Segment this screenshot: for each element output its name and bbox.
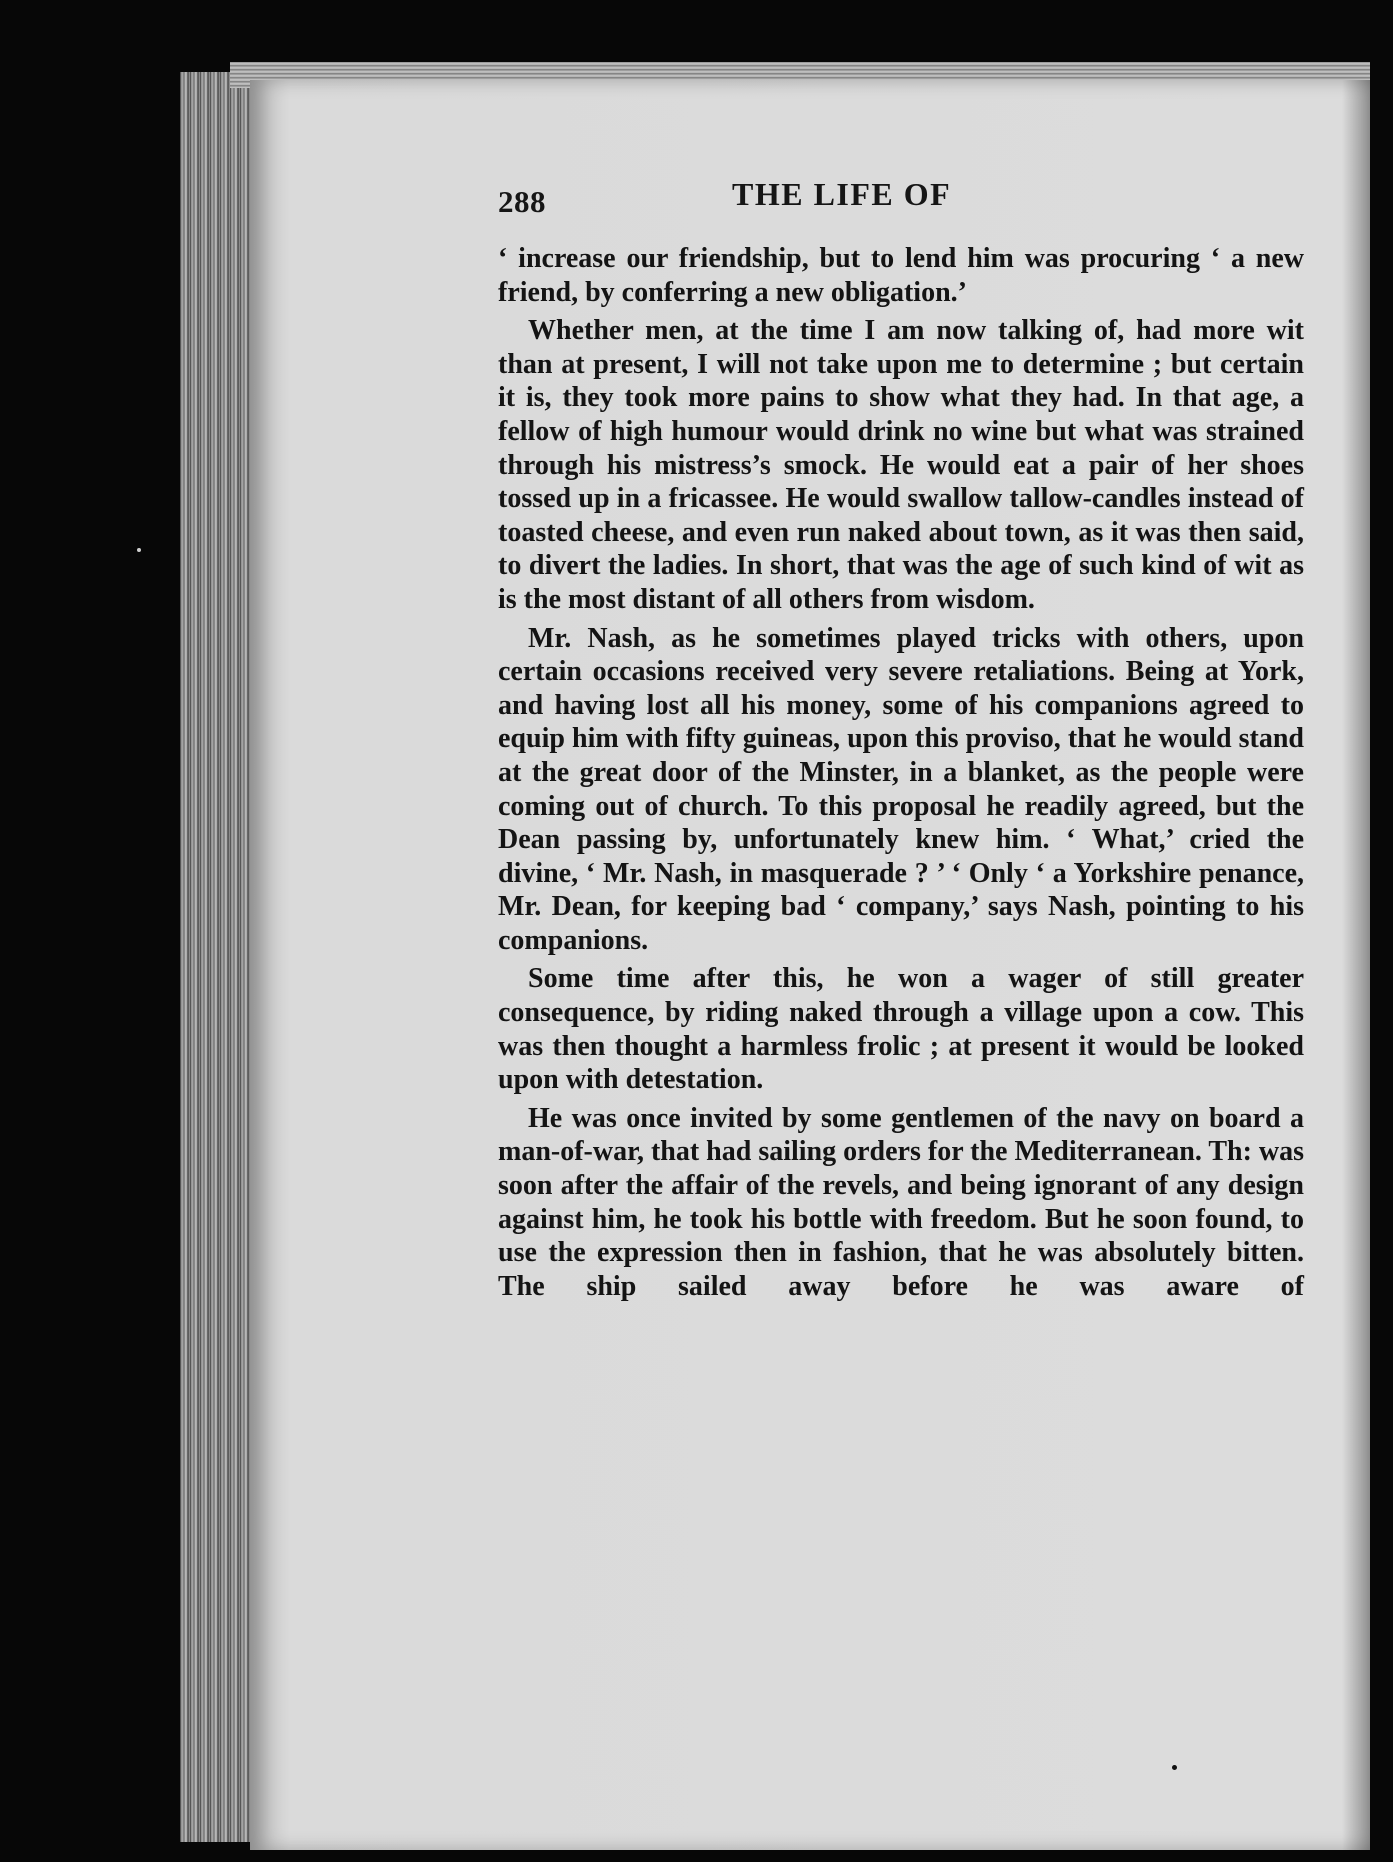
dust-speck [137, 548, 141, 552]
paragraph-navy: He was once invited by some gentlemen of the navy on board a man-of-war, that had sailing orders for the Mediterranean. Th: was soon after the affair of the revels, and being ignorant of any design against him, he took his bottle with freedom. But he soon found, to use the expression then in fashion, that he was absolutely bitten. The ship sailed away before he was aware of [498, 1102, 1305, 1302]
body-text [498, 242, 1304, 1308]
paragraph-york: Mr. Nash, as he sometimes played tricks with others, upon certain occasions received very severe retaliations. Being at York, and having lost all his money, some of his companions agreed to equip him with fifty guineas, upon this proviso, that he would stand at the great door of the Minster, in a blanket, as the people were coming out of church. To this proposal he readily agreed, but the Dean passing by, unfortunately knew him. ‘ What,’ cried the divine, ‘ Mr. Nash, in masquerade ? ’ ‘ Only ‘ a Yorkshire penance, Mr. Dean, for keeping bad ‘ company,’ says Nash, pointing to his companions. [498, 622, 1304, 956]
running-head [498, 176, 1304, 226]
page-number: 288 [498, 184, 546, 219]
book-page [250, 80, 1370, 1850]
dust-speck [1172, 1765, 1177, 1770]
page-shadow [1342, 80, 1370, 1850]
paragraph-wager: Some time after this, he won a wager of still greater consequence, by riding naked through a village upon a cow. This was then thought a harmless frolic ; at present it would be looked upon with detestation. [498, 963, 1304, 1096]
running-title: THE LIFE OF [732, 176, 952, 212]
paragraph-wit: Whether men, at the time I am now talking of, had more wit than at present, I will not take upon me to determine ; but certain it is, they took more pains to show what they had. In that age, a fellow of high humour would drink no wine but what was strained through his mistress’s smock. He would eat a pair of her shoes tossed up in a fricassee. He would swallow tallow-candles instead of toasted cheese, and even run naked about town, as it was then said, to divert the ladies. In short, that was the age of such kind of wit as is the most distant of all others from wisdom. [498, 315, 1304, 615]
paragraph-continuation: ‘ increase our friendship, but to lend him was procuring ‘ a new friend, by conferring a new obligation.’ [498, 243, 1304, 308]
